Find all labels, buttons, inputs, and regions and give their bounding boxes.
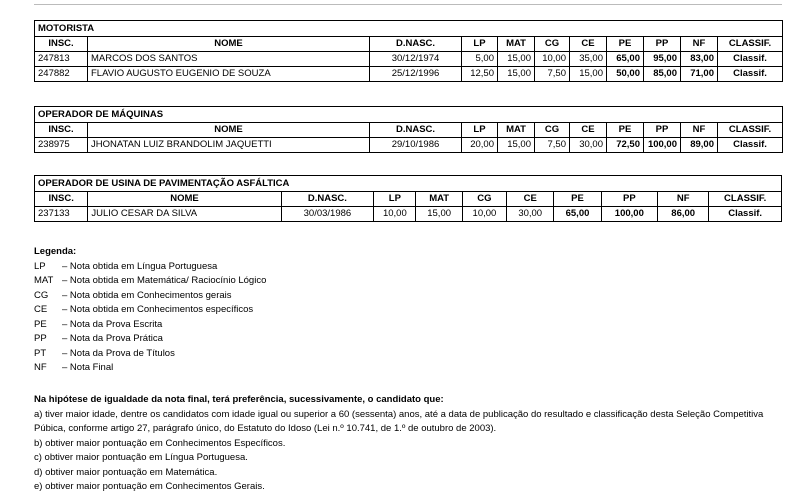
results-table-operador-usina bbox=[34, 175, 782, 222]
cell-dnasc: 30/12/1974 bbox=[370, 52, 462, 67]
col-pp: PP bbox=[644, 37, 681, 52]
col-nome: NOME bbox=[88, 37, 370, 52]
cell-cg: 7,50 bbox=[535, 138, 570, 153]
cell-nf: 89,00 bbox=[681, 138, 718, 153]
cell-pe: 50,00 bbox=[607, 67, 644, 82]
cell-cg: 10,00 bbox=[462, 207, 506, 222]
col-classif: CLASSIF. bbox=[718, 37, 783, 52]
table-row bbox=[35, 207, 782, 222]
col-pe: PE bbox=[554, 192, 601, 207]
legend-item bbox=[34, 318, 266, 333]
col-cg: CG bbox=[535, 37, 570, 52]
cell-pp: 95,00 bbox=[644, 52, 681, 67]
legend-desc: – Nota obtida em Conhecimentos específicos bbox=[62, 304, 254, 315]
col-mat: MAT bbox=[498, 37, 535, 52]
legend-desc: – Nota da Prova Escrita bbox=[62, 318, 163, 330]
cell-classif: Classif. bbox=[718, 67, 783, 82]
cell-lp: 5,00 bbox=[462, 52, 498, 67]
col-nome: NOME bbox=[88, 123, 370, 138]
cell-cg: 7,50 bbox=[535, 67, 570, 82]
cell-mat: 15,00 bbox=[498, 67, 535, 82]
cell-nf: 83,00 bbox=[681, 52, 718, 67]
legend-item bbox=[34, 289, 266, 304]
col-pe: PE bbox=[607, 37, 644, 52]
cell-mat: 15,00 bbox=[498, 52, 535, 67]
cell-nome: JHONATAN LUIZ BRANDOLIM JAQUETTI bbox=[88, 138, 370, 153]
cell-mat: 15,00 bbox=[498, 138, 535, 153]
col-dnasc: D.NASC. bbox=[370, 123, 462, 138]
legend bbox=[34, 245, 266, 376]
header-row bbox=[35, 37, 783, 52]
legend-abbr: MAT bbox=[34, 275, 54, 286]
col-lp: LP bbox=[462, 123, 498, 138]
legend-item bbox=[34, 274, 266, 289]
legend-desc: – Nota da Prova de Títulos bbox=[62, 347, 175, 359]
cell-lp: 12,50 bbox=[462, 67, 498, 82]
tiebreak-item: c) obtiver maior pontuação em Língua Portuguesa. bbox=[34, 452, 248, 463]
tiebreak-item: b) obtiver maior pontuação em Conhecimentos Específicos. bbox=[34, 437, 286, 449]
cell-classif: Classif. bbox=[718, 52, 783, 67]
tiebreak-item: e) obtiver maior pontuação em Conhecimentos Gerais. bbox=[34, 481, 265, 492]
tiebreak-item: a) tiver maior idade, dentre os candidatos com idade igual ou superior a 60 (sessenta) anos, até a data de publicação do resultado e classificação desta Seleção Competitiva Púbica, conforme artigo 27, parágrafo único, do Estatuto do Idoso (Lei n.º 10.741, de 1.º de outubro de 2003). bbox=[34, 408, 764, 434]
legend-desc: – Nota Final bbox=[62, 362, 114, 373]
cell-nf: 86,00 bbox=[658, 207, 709, 222]
col-mat: MAT bbox=[416, 192, 462, 207]
col-ce: CE bbox=[570, 123, 607, 138]
legend-desc: – Nota da Prova Prática bbox=[62, 333, 163, 344]
results-table-operador-maquinas bbox=[34, 106, 783, 153]
cell-nome: FLAVIO AUGUSTO EUGENIO DE SOUZA bbox=[88, 67, 370, 82]
legend-item bbox=[34, 303, 266, 318]
cell-insc: 247813 bbox=[35, 52, 88, 67]
tiebreak-title: Na hipótese de igualdade da nota final, terá preferência, sucessivamente, o candidato que: bbox=[34, 394, 444, 405]
col-insc: INSC. bbox=[35, 192, 88, 207]
col-classif: CLASSIF. bbox=[718, 123, 783, 138]
table-row bbox=[35, 138, 783, 153]
cell-nome: MARCOS DOS SANTOS bbox=[88, 52, 370, 67]
col-cg: CG bbox=[535, 123, 570, 138]
legend-abbr: NF bbox=[34, 362, 47, 373]
col-pp: PP bbox=[644, 123, 681, 138]
col-dnasc: D.NASC. bbox=[281, 192, 374, 207]
results-table-motorista bbox=[34, 20, 783, 82]
tiebreak-rules bbox=[34, 393, 794, 495]
col-lp: LP bbox=[374, 192, 416, 207]
col-cg: CG bbox=[462, 192, 506, 207]
legend-abbr: CE bbox=[34, 304, 48, 315]
cell-pp: 85,00 bbox=[644, 67, 681, 82]
legend-abbr: PP bbox=[34, 333, 47, 344]
col-lp: LP bbox=[462, 37, 498, 52]
legend-item bbox=[34, 361, 266, 376]
col-mat: MAT bbox=[498, 123, 535, 138]
legend-abbr: PE bbox=[34, 318, 47, 330]
cell-insc: 237133 bbox=[35, 207, 88, 222]
legend-item bbox=[34, 260, 266, 275]
cell-dnasc: 25/12/1996 bbox=[370, 67, 462, 82]
cell-pe: 65,00 bbox=[607, 52, 644, 67]
legend-desc: – Nota obtida em Conhecimentos gerais bbox=[62, 289, 232, 301]
cell-pe: 72,50 bbox=[607, 138, 644, 153]
cell-cg: 10,00 bbox=[535, 52, 570, 67]
section-title: MOTORISTA bbox=[35, 21, 783, 37]
cell-ce: 30,00 bbox=[507, 207, 554, 222]
cell-pp: 100,00 bbox=[644, 138, 681, 153]
cell-insc: 238975 bbox=[35, 138, 88, 153]
table-row bbox=[35, 67, 783, 82]
cell-lp: 20,00 bbox=[462, 138, 498, 153]
section-title: OPERADOR DE MÁQUINAS bbox=[35, 107, 783, 123]
legend-desc: – Nota obtida em Língua Portuguesa bbox=[62, 260, 218, 272]
header-row bbox=[35, 192, 782, 207]
section-title: OPERADOR DE USINA DE PAVIMENTAÇÃO ASFÁLTICA bbox=[35, 176, 782, 192]
cell-dnasc: 30/03/1986 bbox=[281, 207, 374, 222]
cell-mat: 15,00 bbox=[416, 207, 462, 222]
cell-ce: 30,00 bbox=[570, 138, 607, 153]
cell-insc: 247882 bbox=[35, 67, 88, 82]
cell-classif: Classif. bbox=[718, 138, 783, 153]
col-ce: CE bbox=[507, 192, 554, 207]
col-insc: INSC. bbox=[35, 37, 88, 52]
cell-classif: Classif. bbox=[709, 207, 782, 222]
legend-title: Legenda: bbox=[34, 246, 77, 257]
cell-dnasc: 29/10/1986 bbox=[370, 138, 462, 153]
tiebreak-item: d) obtiver maior pontuação em Matemática. bbox=[34, 466, 218, 478]
col-nf: NF bbox=[658, 192, 709, 207]
legend-item bbox=[34, 332, 266, 347]
cell-nome: JULIO CESAR DA SILVA bbox=[88, 207, 281, 222]
legend-abbr: LP bbox=[34, 260, 46, 272]
legend-desc: – Nota obtida em Matemática/ Raciocínio Lógico bbox=[62, 275, 267, 286]
cell-ce: 15,00 bbox=[570, 67, 607, 82]
col-nf: NF bbox=[681, 37, 718, 52]
cell-nf: 71,00 bbox=[681, 67, 718, 82]
col-nome: NOME bbox=[88, 192, 281, 207]
col-ce: CE bbox=[570, 37, 607, 52]
legend-item bbox=[34, 347, 266, 362]
legend-abbr: PT bbox=[34, 347, 47, 359]
col-pp: PP bbox=[601, 192, 657, 207]
top-divider bbox=[34, 0, 782, 5]
header-row bbox=[35, 123, 783, 138]
cell-pe: 65,00 bbox=[554, 207, 601, 222]
col-pe: PE bbox=[607, 123, 644, 138]
cell-pp: 100,00 bbox=[601, 207, 657, 222]
col-insc: INSC. bbox=[35, 123, 88, 138]
col-nf: NF bbox=[681, 123, 718, 138]
legend-abbr: CG bbox=[34, 289, 49, 301]
cell-lp: 10,00 bbox=[374, 207, 416, 222]
col-classif: CLASSIF. bbox=[709, 192, 782, 207]
col-dnasc: D.NASC. bbox=[370, 37, 462, 52]
table-row bbox=[35, 52, 783, 67]
cell-ce: 35,00 bbox=[570, 52, 607, 67]
